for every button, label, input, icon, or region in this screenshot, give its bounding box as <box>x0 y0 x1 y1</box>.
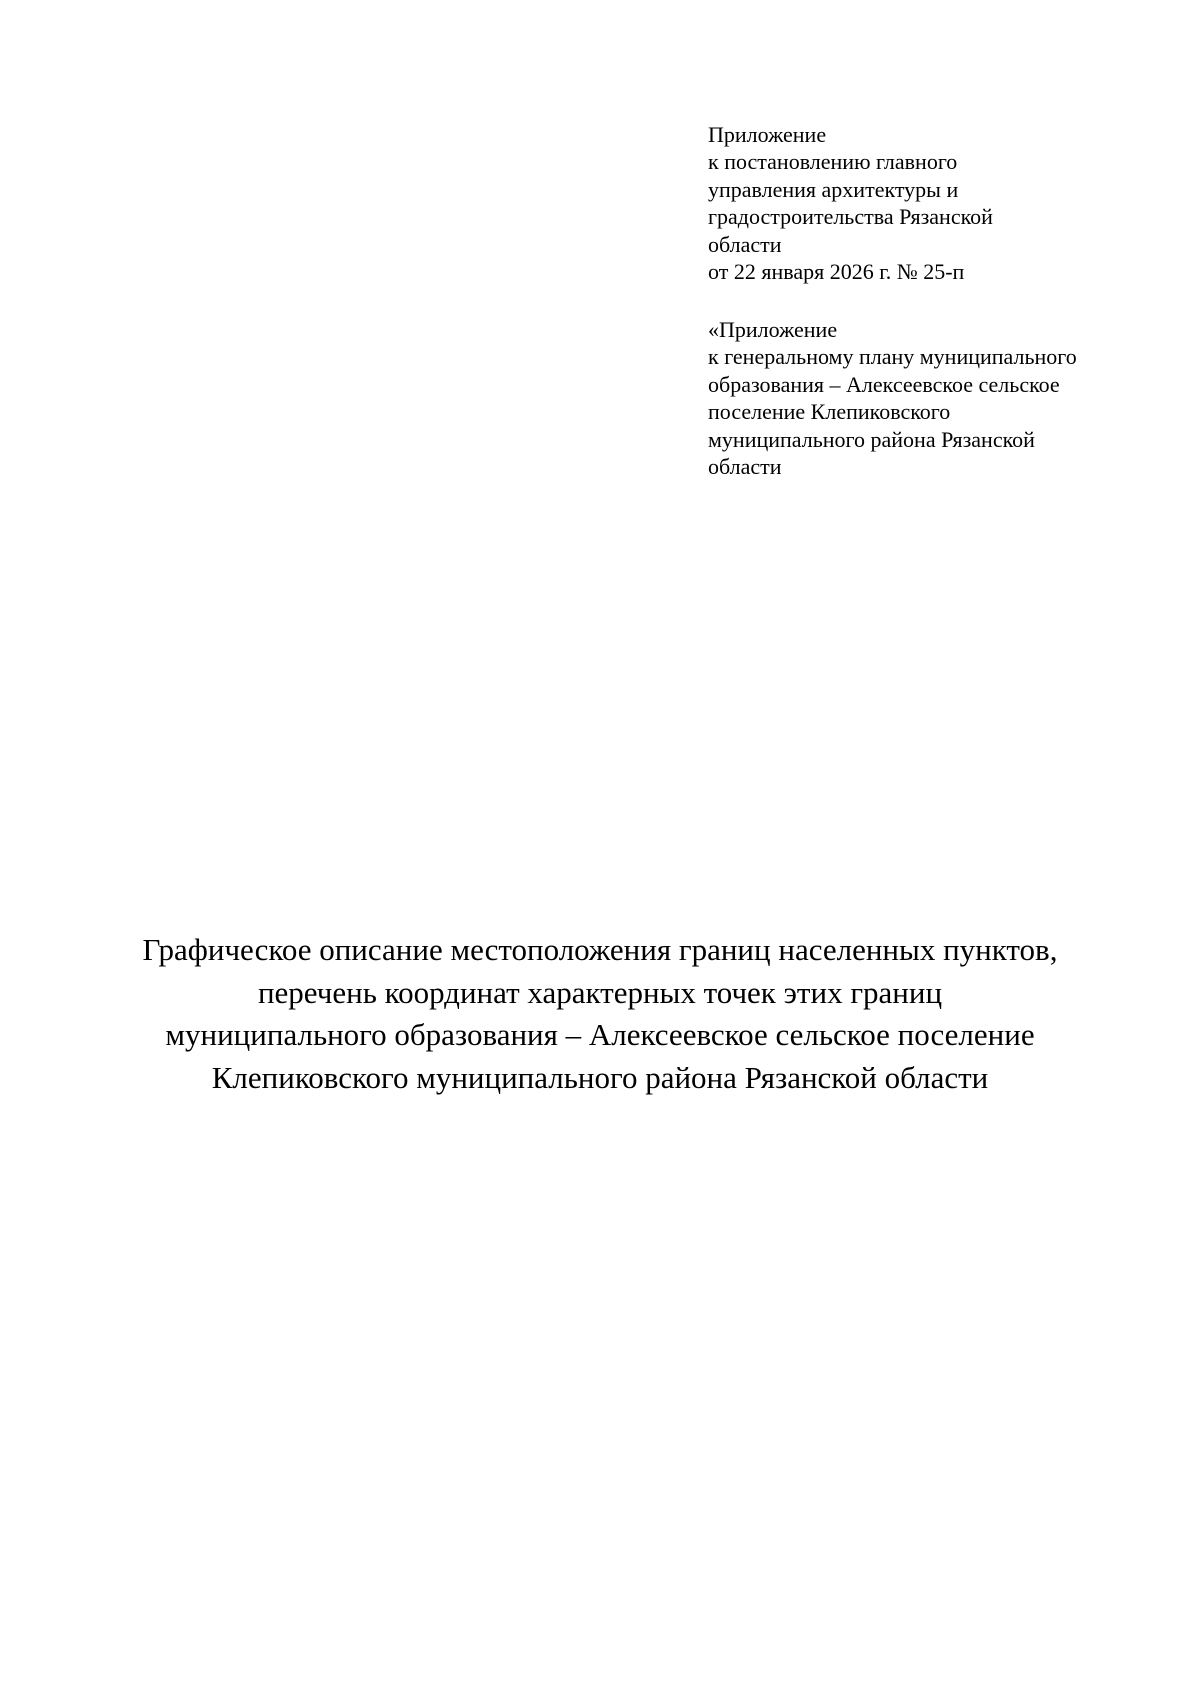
general-plan-appendix-line: к генеральному плану муниципального <box>708 344 1077 370</box>
title-line: Клепиковского муниципального района Рязанской области <box>211 1059 989 1095</box>
title-line: перечень координат характерных точек этих границ <box>257 974 943 1010</box>
decree-date-number: от 22 января 2026 г. № 25-п <box>708 259 965 285</box>
decree-appendix-line: управления архитектуры и <box>708 176 959 202</box>
decree-appendix-line: области <box>708 231 782 257</box>
general-plan-appendix-header <box>708 316 1148 480</box>
title-line: Графическое описание местоположения границ населенных пунктов, <box>142 932 1058 967</box>
decree-appendix-line: Приложение <box>708 122 827 147</box>
decree-appendix-line: к постановлению главного <box>708 149 958 175</box>
decree-appendix-line: градостроительства Рязанской <box>708 204 993 230</box>
general-plan-appendix-line: поселение Клепиковского <box>708 399 951 425</box>
general-plan-appendix-line: области <box>708 454 782 480</box>
document-title <box>60 929 1140 1099</box>
title-line: муниципального образования – Алексеевское сельское поселение <box>165 1017 1035 1052</box>
decree-appendix-header <box>708 121 1148 285</box>
general-plan-appendix-line: образования – Алексеевское сельское <box>708 371 1060 397</box>
general-plan-appendix-line: муниципального района Рязанской <box>708 426 1035 452</box>
general-plan-appendix-line: «Приложение <box>708 317 838 342</box>
